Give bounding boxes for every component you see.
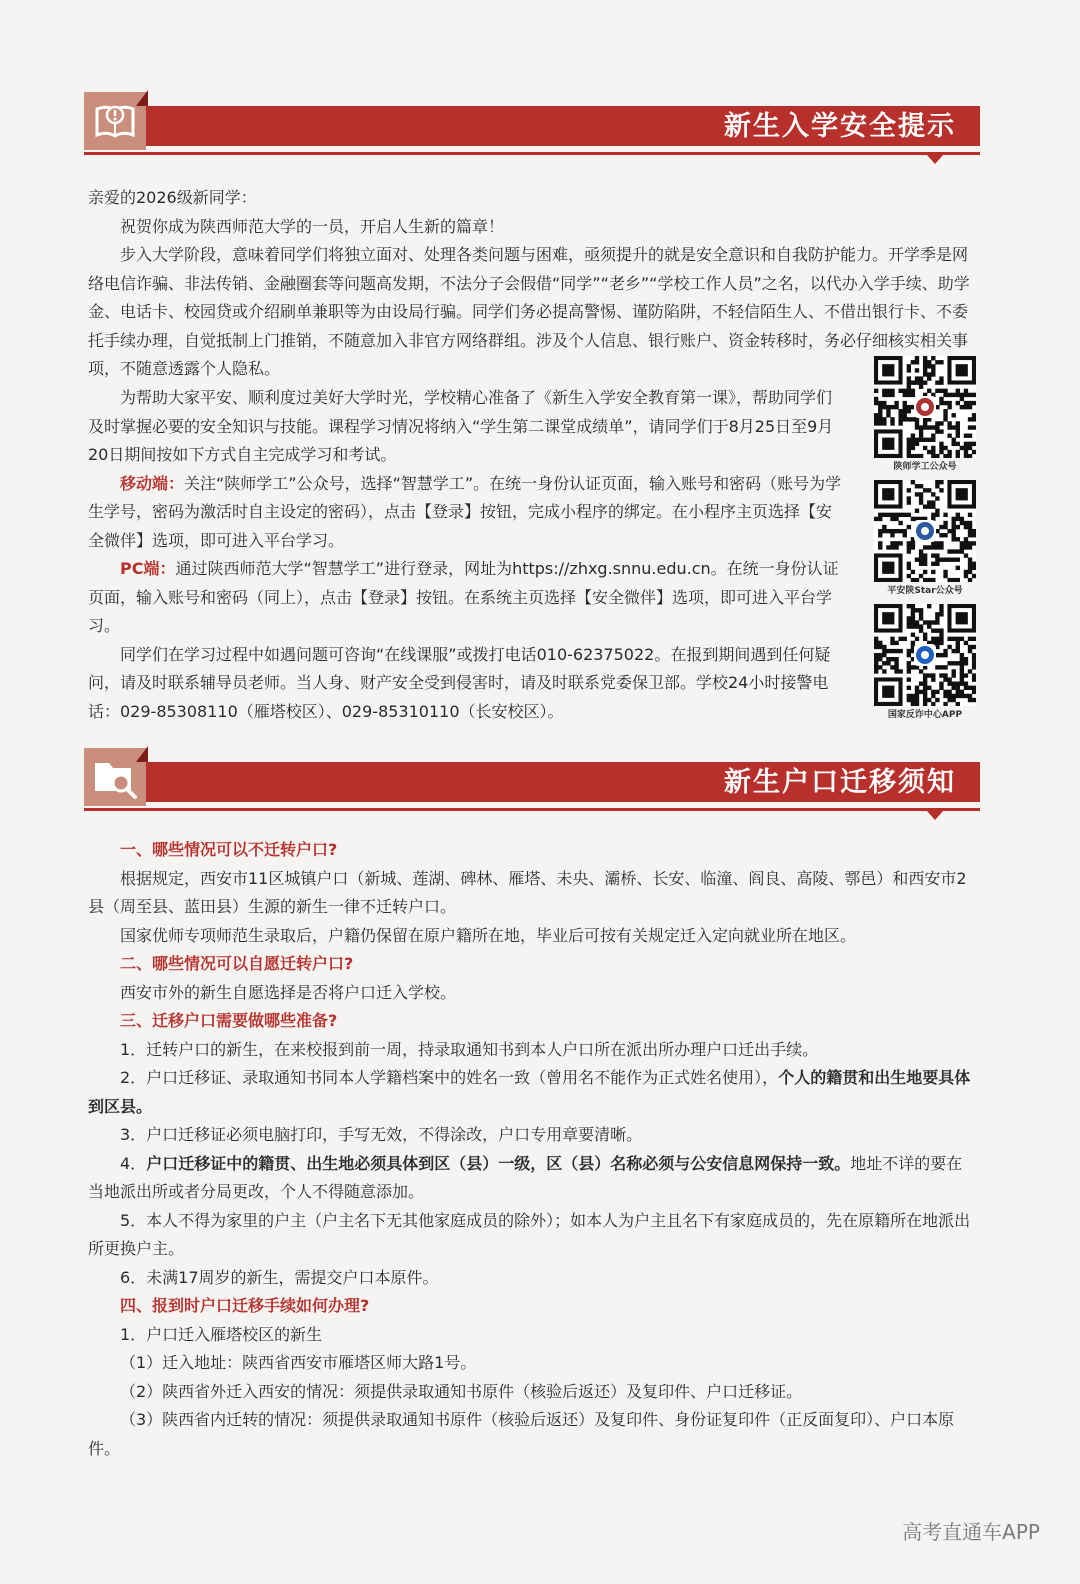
list-item: 1．迁转户口的新生，在来校报到前一周，持录取通知书到本人户口所在派出所办理户口迁出手续。 — [120, 1039, 819, 1059]
section-banner-hukou — [84, 746, 980, 826]
mobile-label: 移动端： — [120, 473, 185, 493]
mobile-instructions — [88, 470, 844, 556]
sub-list-item: （2）陕西省外迁入西安的情况：须提供录取通知书原件（核验后返还）及复印件、户口迁移证。 — [120, 1381, 803, 1401]
list-item: 5．本人不得为家里的户主（户主名下无其他家庭成员的除外）；如本人为户主且名下有家庭成员的，先在原籍所在地派出所更换户主。 — [88, 1210, 971, 1258]
qr-code-icon — [874, 604, 976, 706]
sub-list-item: （3）陕西省内迁转的情况：须提供录取通知书原件（核验后返还）及复印件、身份证复印件（正反面复印）、户口本原件。 — [88, 1410, 955, 1458]
pc-instructions — [88, 555, 844, 641]
qr-caption: 国家反诈中心APP — [887, 710, 963, 720]
section-banner-safety — [84, 90, 980, 170]
qr-code-icon — [874, 356, 976, 458]
pc-text: 通过陕西师范大学“智慧学工”进行登录，网址为https://zhxg.snnu.edu.cn。在统一身份认证页面，输入账号和密码（同上），点击【登录】按钮。在系统主页选择【安全微伴】选项，即可进入平台学习。 — [88, 559, 839, 635]
list-item — [88, 1064, 978, 1121]
safety-study-instructions — [88, 384, 844, 726]
section-title: 新生入学安全提示 — [724, 111, 956, 142]
paragraph: 为帮助大家平安、顺利度过美好大学时光，学校精心准备了《新生入学安全教育第一课》，帮助同学们及时掌握必要的安全知识与技能。课程学习情况将纳入“学生第二课堂成绩单”，请同学们于8月25日至9月20日期间按如下方式自主完成学习和考试。 — [88, 388, 834, 464]
list-item: 6．未满17周岁的新生，需提交户口本原件。 — [120, 1267, 439, 1287]
paragraph: 西安市外的新生自愿选择是否将户口迁入学校。 — [120, 982, 457, 1002]
pc-label: PC端： — [120, 559, 176, 578]
qr-caption: 陕师学工公众号 — [893, 462, 957, 472]
list-item-text: 2．户口迁移证、录取通知书同本人学籍档案中的姓名一致（曾用名不能作为正式姓名使用）， — [120, 1068, 779, 1087]
list-item-emphasis: 户口迁移证中的籍贯、出生地必须具体到区（县）一级，区（县）名称必须与公安信息网保持一致。 — [146, 1153, 851, 1173]
sub-list-item: （1）迁入地址：陕西省西安市雁塔区师大路1号。 — [120, 1353, 477, 1372]
list-item-text: 地址不详的要在当地派出所或者分局更改，个人不得随意添加。 — [88, 1153, 963, 1201]
list-item: 1．户口迁入雁塔校区的新生 — [120, 1324, 323, 1344]
list-item-number: 4． — [120, 1153, 147, 1173]
paragraph: 祝贺你成为陕西师范大学的一员，开启人生新的篇章！ — [120, 216, 505, 236]
paragraph: 国家优师专项师范生录取后，户籍仍保留在原户籍所在地，毕业后可按有关规定迁入定向就业所在地区。 — [120, 925, 857, 945]
greeting: 亲爱的2026级新同学： — [88, 188, 257, 207]
list-item: 3．户口迁移证必须电脑打印，手写无效，不得涂改，户口专用章要清晰。 — [120, 1125, 643, 1144]
qr-code-shanshi-xuegong — [874, 356, 976, 474]
section-heading: 一、哪些情况可以不迁转户口? — [120, 840, 338, 859]
section-heading: 三、迁移户口需要做哪些准备? — [120, 1011, 338, 1030]
list-item-emphasis: 个人的籍贯和出生地要具体到区县。 — [88, 1068, 971, 1116]
section-heading: 二、哪些情况可以自愿迁转户口? — [120, 954, 354, 973]
qr-code-anti-fraud-app — [874, 604, 976, 722]
paragraph: 步入大学阶段，意味着同学们将独立面对、处理各类问题与困难，亟须提升的就是安全意识和自我防护能力。开学季是网络电信诈骗、非法传销、金融圈套等问题高发期，不法分子会假借“同学”“老乡”“学校工作人员”之名，以代办入学手续、助学金、电话卡、校园贷或介绍刷单兼职等为由设局行骗。同学们务必提高警惕、谨防陷阱，不轻信陌生人、不借出银行卡、不委托手续办理，自觉抵制上门推销，不随意加入非官方网络群组。涉及个人信息、银行账户、资金转移时，务必仔细核实相关事项，不随意透露个人隐私。 — [88, 245, 970, 378]
section-heading: 四、报到时户口迁移手续如何办理? — [120, 1296, 370, 1315]
list-item — [88, 1150, 978, 1207]
paragraph: 同学们在学习过程中如遇问题可咨询“在线课服”或拨打电话010-62375022。在报到期间遇到任何疑问，请及时联系辅导员老师。当人身、财产安全受到侵害时，请及时联系党委保卫部。学校24小时接警电话：029-85308110（雁塔校区）、029-85310110（长安校区）。 — [88, 644, 831, 721]
section-title: 新生户口迁移须知 — [724, 767, 956, 798]
qr-code-pingan-shanstar — [874, 480, 976, 598]
watermark: 高考直通车APP — [902, 1520, 1040, 1544]
qr-caption: 平安陕Star公众号 — [887, 586, 963, 596]
mobile-text: 关注“陕师学工”公众号，选择“智慧学工”。在统一身份认证页面，输入账号和密码（账号为学生学号，密码为激活时自主设定的密码），点击【登录】按钮，完成小程序的绑定。在小程序主页选择【安全微伴】选项，即可进入平台学习。 — [88, 473, 842, 550]
paragraph: 根据规定，西安市11区城镇户口（新城、莲湖、碑林、雁塔、未央、灞桥、长安、临潼、阎良、高陵、鄠邑）和西安市2县（周至县、蓝田县）生源的新生一律不迁转户口。 — [88, 868, 967, 916]
hukou-content — [88, 836, 978, 1463]
safety-intro — [88, 184, 978, 384]
qr-code-icon — [874, 480, 976, 582]
